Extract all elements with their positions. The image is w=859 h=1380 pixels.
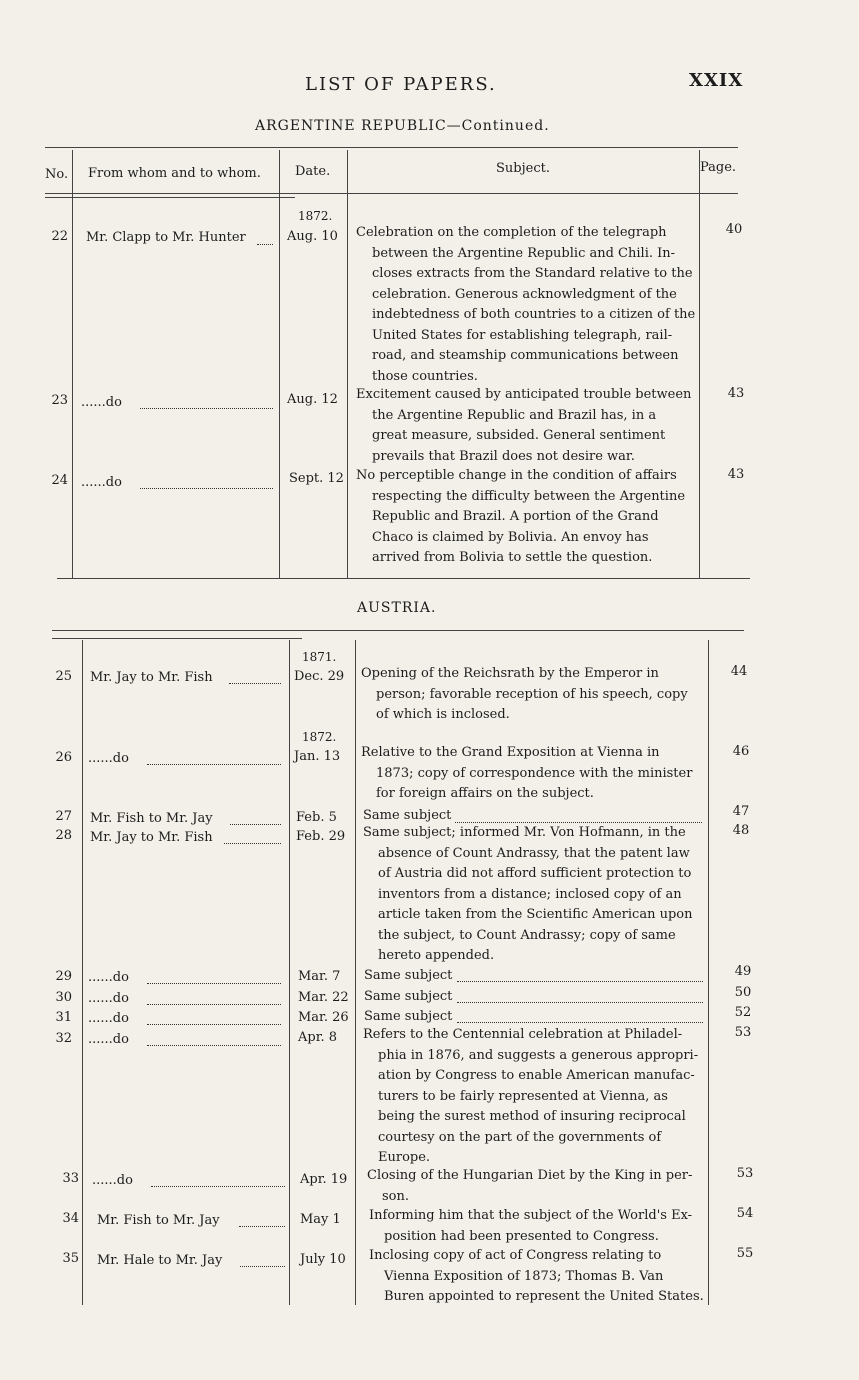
- row-subject: [363, 823, 692, 967]
- col-divider: [708, 640, 709, 1305]
- row-from: ......do: [81, 475, 122, 490]
- row-number: 27: [55, 809, 72, 824]
- col-header-from: From whom and to whom.: [88, 166, 261, 181]
- leader-dots: [240, 1266, 285, 1267]
- section-title-austria: AUSTRIA.: [357, 600, 437, 616]
- leader-dots: [151, 1186, 285, 1187]
- subject-line: hereto appended.: [378, 948, 495, 963]
- row-year: 1872.: [298, 209, 333, 223]
- row-from: ......do: [92, 1173, 133, 1188]
- row-year: 1871.: [302, 650, 337, 664]
- subject-line: Buren appointed to represent the United States.: [384, 1289, 704, 1304]
- col-divider: [289, 640, 290, 1305]
- row-subject: Same subject: [364, 989, 453, 1004]
- subject-line: road, and steamship communications between: [372, 348, 679, 363]
- col-divider: [82, 640, 83, 1305]
- leader-dots: [457, 981, 703, 982]
- subject-line: being the surest method of insuring reciprocal: [378, 1109, 686, 1124]
- row-number: 31: [55, 1010, 72, 1025]
- page-number-roman: XXIX: [689, 70, 744, 91]
- leader-dots: [239, 1226, 285, 1227]
- row-subject: [369, 1246, 704, 1308]
- row-year: 1872.: [302, 730, 337, 744]
- row-page: 52: [734, 1005, 752, 1020]
- row-number: 30: [55, 990, 72, 1005]
- col-header-page: Page.: [700, 160, 737, 175]
- subject-line: between the Argentine Republic and Chili. In-: [372, 245, 676, 261]
- header-bottom-rule: [45, 193, 738, 194]
- row-from: ......do: [88, 1011, 129, 1026]
- subject-line: closes extracts from the Standard relative to the: [372, 266, 693, 281]
- subject-line: the subject, to Count Andrassy; copy of same: [378, 927, 676, 943]
- subject-line: Celebration on the completion of the telegraph: [356, 225, 667, 240]
- subject-line: prevails that Brazil does not desire war.: [372, 448, 635, 464]
- row-page: 47: [732, 804, 750, 819]
- table-top-rule-inner: [52, 638, 302, 639]
- row-date: Apr. 8: [298, 1030, 338, 1045]
- row-page: 49: [734, 964, 752, 979]
- subject-line: Republic and Brazil. A portion of the Grand: [372, 509, 659, 524]
- subject-line: courtesy on the part of the governments of: [378, 1129, 662, 1145]
- leader-dots: [457, 1002, 703, 1003]
- subject-line: son.: [382, 1188, 410, 1204]
- subject-line: Excitement caused by anticipated trouble between: [356, 387, 692, 402]
- row-date: May 1: [300, 1212, 341, 1227]
- row-subject: [361, 743, 692, 805]
- row-date: Mar. 26: [298, 1010, 349, 1025]
- subject-line: celebration. Generous acknowledgment of the: [372, 286, 677, 302]
- subject-line: of Austria did not afford sufficient protection to: [378, 866, 692, 881]
- subject-line: 1873; copy of correspondence with the minister: [376, 765, 693, 781]
- row-date: Apr. 19: [300, 1172, 348, 1187]
- page-title: LIST OF PAPERS.: [305, 74, 497, 95]
- row-page: 44: [730, 664, 748, 679]
- subject-line: position had been presented to Congress.: [384, 1228, 659, 1244]
- row-from: Mr. Fish to Mr. Jay: [97, 1213, 220, 1228]
- subject-line: absence of Count Andrassy, that the patent law: [378, 845, 690, 861]
- col-header-no: No.: [45, 167, 69, 182]
- row-from: ......do: [88, 751, 129, 766]
- row-date: Mar. 22: [298, 990, 349, 1005]
- row-page: 53: [736, 1166, 754, 1181]
- subject-line: article taken from the Scientific American upon: [378, 907, 693, 922]
- header-bottom-rule-inner: [45, 197, 295, 198]
- subject-line: of which is inclosed.: [376, 707, 510, 722]
- row-from: ......do: [81, 395, 122, 410]
- table-top-rule: [52, 630, 744, 631]
- subject-line: for foreign affairs on the subject.: [376, 786, 594, 801]
- subject-line: the Argentine Republic and Brazil has, in a: [372, 407, 657, 423]
- row-subject: [356, 466, 685, 569]
- row-date: July 10: [300, 1252, 346, 1267]
- subject-line: person; favorable reception of his speech, copy: [376, 686, 688, 702]
- subject-line: indebtedness of both countries to a citizen of the: [372, 307, 696, 322]
- row-subject: Same subject: [363, 808, 452, 823]
- subject-line: Opening of the Reichsrath by the Emperor in: [361, 666, 659, 681]
- row-subject: [356, 385, 691, 467]
- table-bottom-rule: [57, 578, 750, 579]
- subject-line: Inclosing copy of act of Congress relating to: [369, 1248, 662, 1263]
- table-top-rule: [45, 147, 738, 148]
- row-subject: [356, 223, 695, 387]
- subject-line: inventors from a distance; inclosed copy of an: [378, 886, 682, 902]
- row-subject: [361, 664, 688, 726]
- row-subject: Same subject: [364, 968, 453, 983]
- row-from: Mr. Jay to Mr. Fish: [90, 830, 213, 845]
- leader-dots: [257, 244, 273, 245]
- row-subject: [369, 1206, 692, 1247]
- leader-dots: [457, 1022, 703, 1023]
- col-header-date: Date.: [295, 164, 331, 179]
- row-from: ......do: [88, 991, 129, 1006]
- row-subject: [363, 1025, 698, 1169]
- subject-line: ation by Congress to enable American manufac-: [378, 1068, 695, 1083]
- row-subject: Same subject: [364, 1009, 453, 1024]
- leader-dots: [140, 408, 273, 409]
- row-number: 34: [62, 1211, 79, 1226]
- leader-dots: [147, 1024, 281, 1025]
- row-date: Jan. 13: [294, 749, 341, 764]
- subject-line: Same subject; informed Mr. Von Hofmann, in the: [363, 825, 686, 840]
- leader-dots: [147, 983, 281, 984]
- row-number: 23: [51, 393, 68, 408]
- row-number: 28: [55, 828, 72, 843]
- row-page: 55: [736, 1246, 754, 1261]
- row-date: Aug. 12: [287, 392, 338, 407]
- subject-line: phia in 1876, and suggests a generous appropri-: [378, 1047, 699, 1063]
- col-header-subject: Subject.: [496, 161, 550, 176]
- leader-dots: [147, 1045, 281, 1046]
- row-number: 22: [51, 229, 68, 244]
- row-date: Sept. 12: [289, 471, 344, 486]
- row-number: 29: [55, 969, 72, 984]
- subject-line: Informing him that the subject of the World's Ex-: [369, 1208, 693, 1223]
- row-date: Feb. 29: [296, 829, 346, 844]
- subject-line: respecting the difficulty between the Argentine: [372, 488, 686, 504]
- leader-dots: [230, 824, 281, 825]
- leader-dots: [224, 843, 281, 844]
- leader-dots: [147, 764, 281, 765]
- leader-dots: [229, 683, 281, 684]
- row-from: ......do: [88, 970, 129, 985]
- row-page: 43: [727, 467, 745, 482]
- row-date: Dec. 29: [294, 669, 345, 684]
- row-date: Feb. 5: [296, 810, 337, 825]
- col-divider: [699, 150, 700, 578]
- row-from: ......do: [88, 1032, 129, 1047]
- row-from: Mr. Jay to Mr. Fish: [90, 670, 213, 685]
- subject-line: arrived from Bolivia to settle the question.: [372, 550, 653, 565]
- subject-line: those countries.: [372, 368, 478, 384]
- leader-dots: [147, 1004, 281, 1005]
- subject-line: Europe.: [378, 1150, 431, 1165]
- subject-line: United States for establishing telegraph, rail-: [372, 327, 673, 343]
- row-number: 35: [62, 1251, 79, 1266]
- row-page: 43: [727, 386, 745, 401]
- row-page: 50: [734, 985, 752, 1000]
- row-number: 26: [55, 750, 72, 765]
- col-divider: [347, 150, 348, 578]
- row-number: 24: [51, 473, 68, 488]
- row-page: 48: [732, 823, 750, 838]
- row-date: Aug. 10: [287, 229, 338, 244]
- row-date: Mar. 7: [298, 969, 341, 984]
- row-page: 46: [732, 744, 750, 759]
- row-page: 53: [734, 1025, 752, 1040]
- leader-dots: [140, 488, 273, 489]
- row-number: 33: [62, 1171, 79, 1186]
- col-divider: [72, 150, 73, 578]
- row-from: Mr. Clapp to Mr. Hunter: [86, 230, 246, 245]
- row-page: 40: [725, 222, 743, 237]
- subject-line: Vienna Exposition of 1873; Thomas B. Van: [384, 1268, 664, 1284]
- subject-line: Closing of the Hungarian Diet by the King in per-: [367, 1168, 693, 1183]
- row-number: 25: [55, 669, 72, 684]
- row-number: 32: [55, 1031, 72, 1046]
- subject-line: Refers to the Centennial celebration at Philadel-: [363, 1027, 683, 1042]
- subject-line: great measure, subsided. General sentiment: [372, 428, 666, 443]
- row-page: 54: [736, 1206, 754, 1221]
- subject-line: Relative to the Grand Exposition at Vienna in: [361, 745, 660, 760]
- subject-line: Chaco is claimed by Bolivia. An envoy has: [372, 529, 649, 545]
- row-from: Mr. Fish to Mr. Jay: [90, 811, 213, 826]
- section-title-argentine: ARGENTINE REPUBLIC—Continued.: [255, 118, 550, 134]
- row-subject: [367, 1166, 692, 1207]
- col-divider: [279, 150, 280, 578]
- subject-line: No perceptible change in the condition of affairs: [356, 468, 677, 483]
- col-divider: [355, 640, 356, 1305]
- row-from: Mr. Hale to Mr. Jay: [97, 1253, 223, 1268]
- subject-line: turers to be fairly represented at Vienna, as: [378, 1088, 668, 1104]
